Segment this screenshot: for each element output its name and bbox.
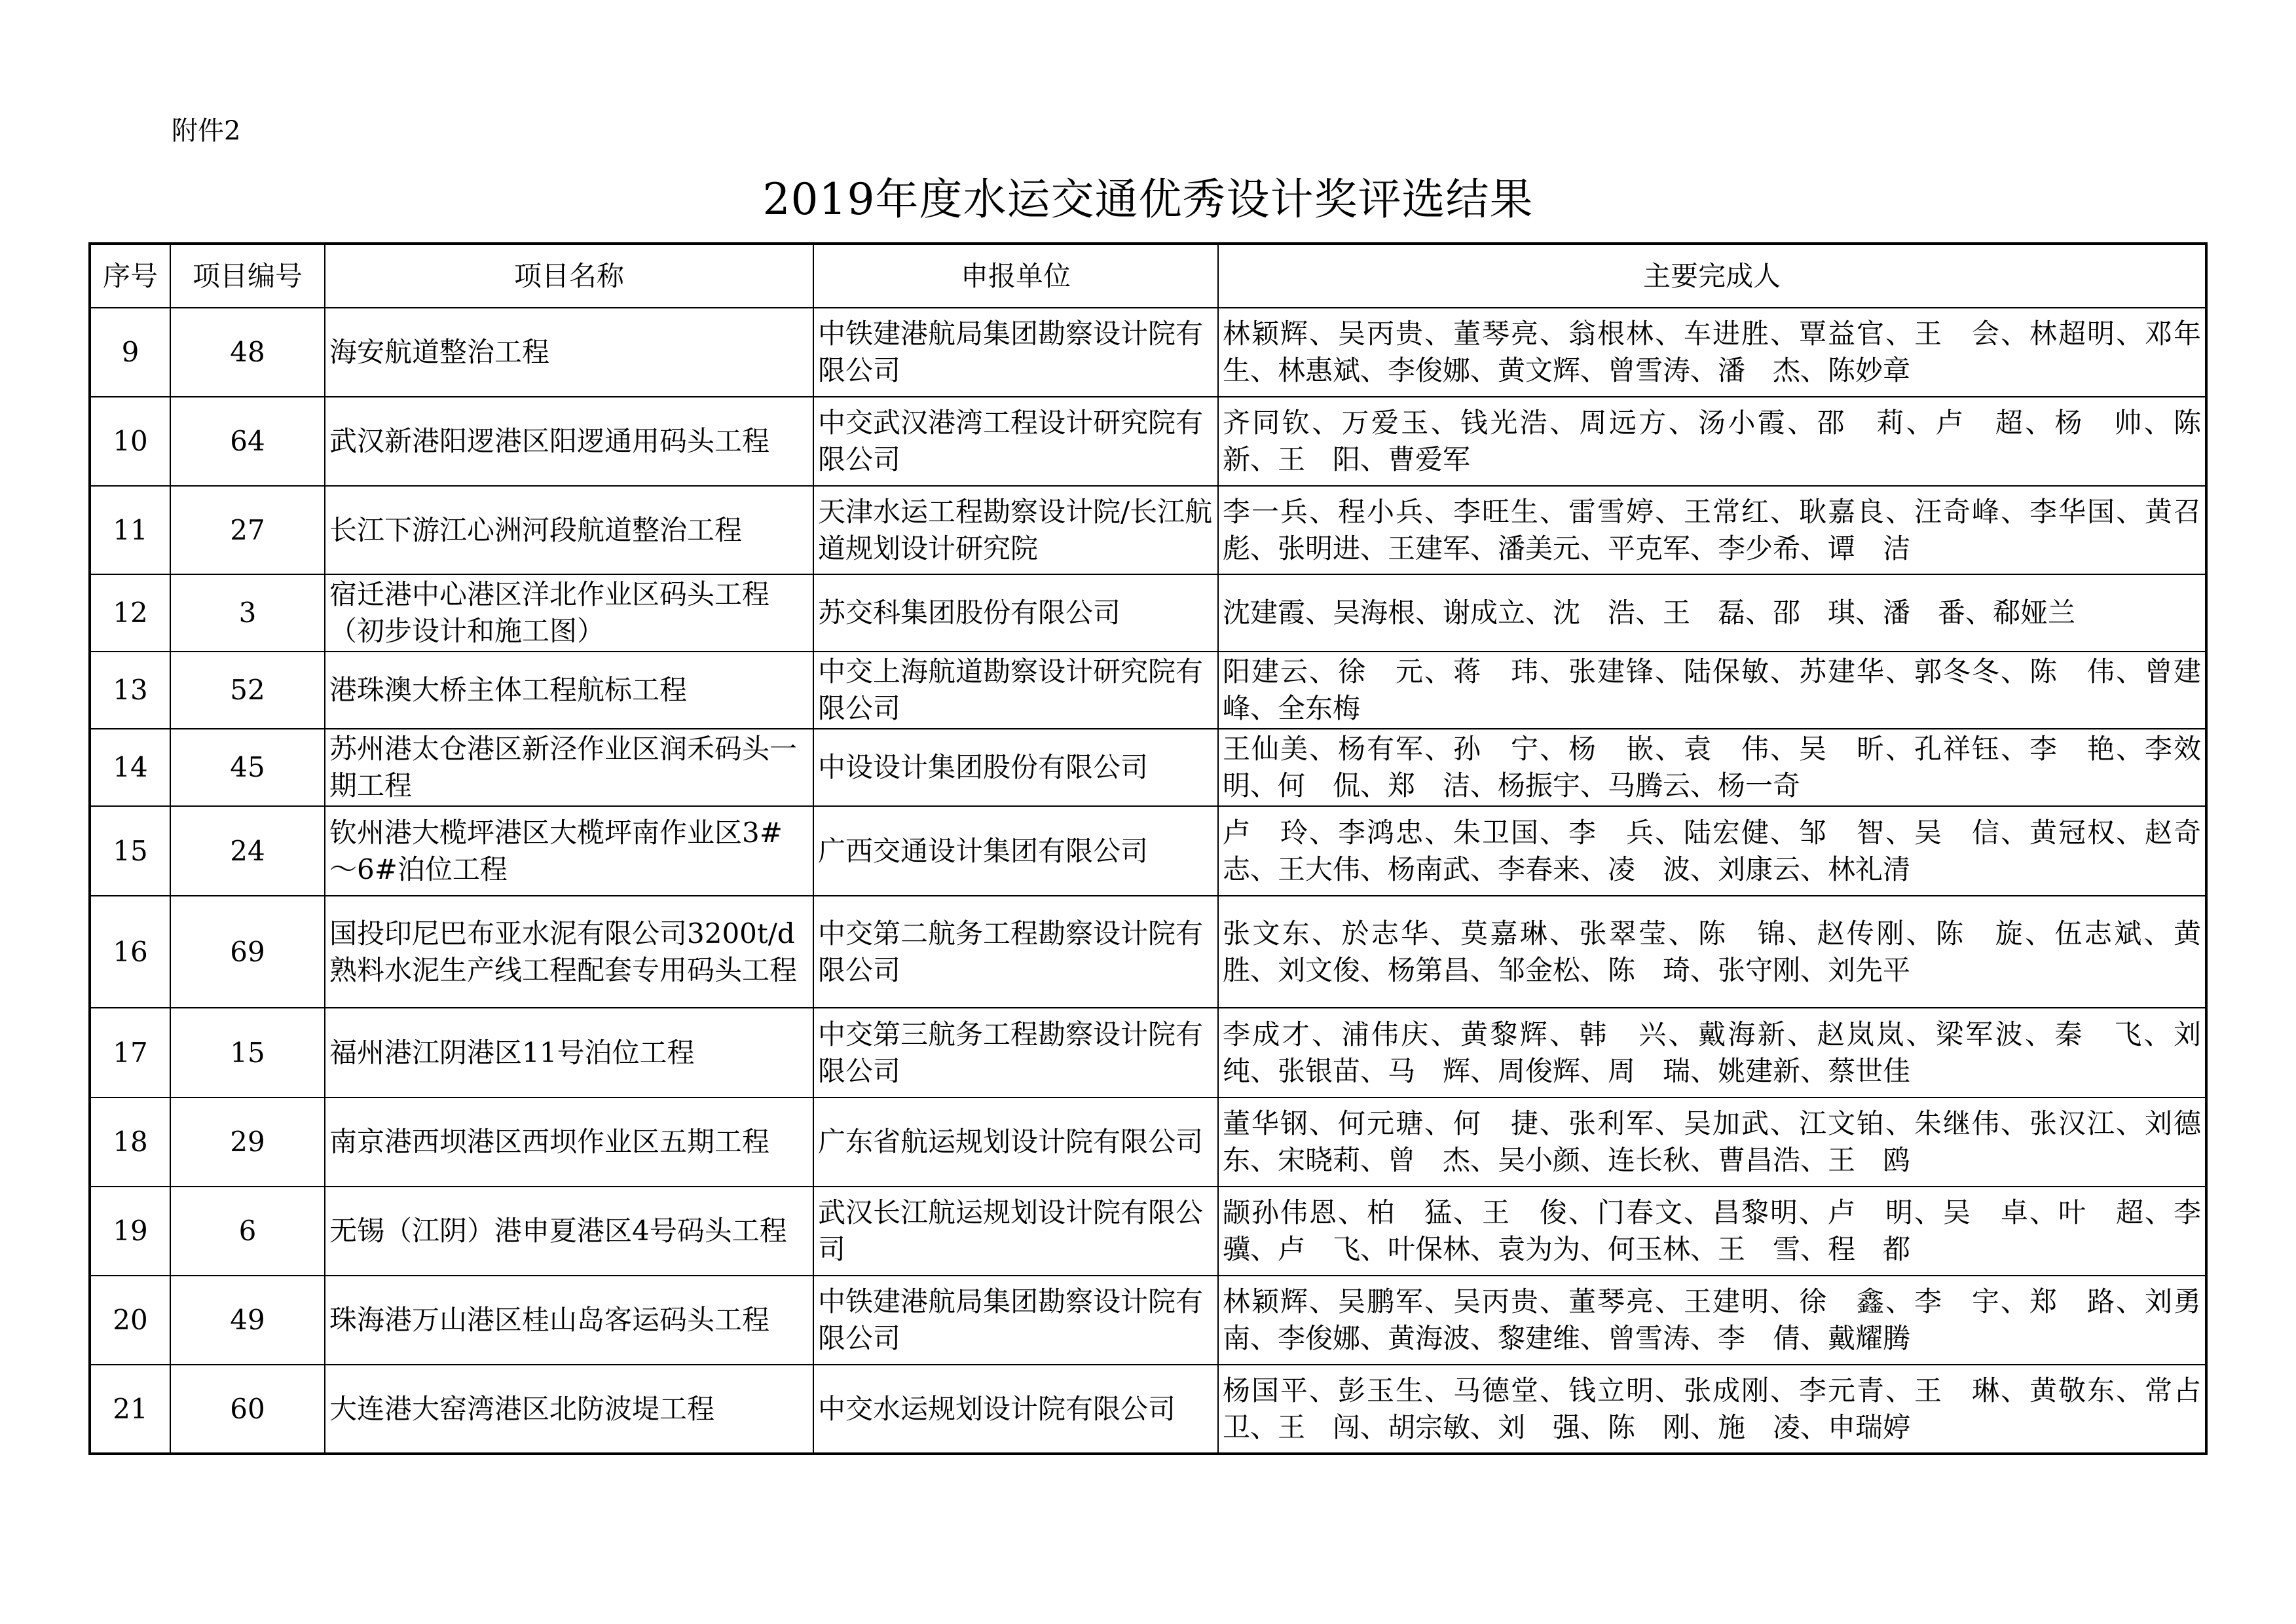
- cell-seq: 16: [90, 896, 170, 1008]
- table-row: [90, 806, 2206, 896]
- cell-seq: 13: [90, 652, 170, 729]
- cell-project-name: 福州港江阴港区11号泊位工程: [325, 1008, 813, 1098]
- cell-project-name: 宿迁港中心港区洋北作业区码头工程（初步设计和施工图）: [325, 574, 813, 652]
- cell-project-code: 6: [170, 1187, 325, 1276]
- table-row: [90, 1008, 2206, 1098]
- cell-seq: 11: [90, 486, 170, 574]
- attachment-label: 附件2: [172, 116, 241, 146]
- cell-project-code: 27: [170, 486, 325, 574]
- cell-applicant-unit: 广东省航运规划设计院有限公司: [813, 1098, 1218, 1187]
- cell-main-contributors: 阳建云、徐 元、蒋 玮、张建锋、陆保敏、苏建华、郭冬冬、陈 伟、曾建峰、全东梅: [1218, 652, 2206, 729]
- table-row: [90, 1276, 2206, 1365]
- cell-seq: 17: [90, 1008, 170, 1098]
- cell-applicant-unit: 武汉长江航运规划设计院有限公司: [813, 1187, 1218, 1276]
- cell-project-name: 海安航道整治工程: [325, 308, 813, 397]
- cell-seq: 10: [90, 397, 170, 486]
- cell-applicant-unit: 苏交科集团股份有限公司: [813, 574, 1218, 652]
- cell-project-name: 钦州港大榄坪港区大榄坪南作业区3#～6#泊位工程: [325, 806, 813, 896]
- cell-seq: 14: [90, 729, 170, 806]
- document-title: 2019年度水运交通优秀设计奖评选结果: [762, 174, 1534, 225]
- cell-project-name: 无锡（江阴）港申夏港区4号码头工程: [325, 1187, 813, 1276]
- cell-applicant-unit: 中交第二航务工程勘察设计院有限公司: [813, 896, 1218, 1008]
- cell-applicant-unit: 中设设计集团股份有限公司: [813, 729, 1218, 806]
- cell-main-contributors: 张文东、於志华、莫嘉琳、张翠莹、陈 锦、赵传刚、陈 旋、伍志斌、黄 胜、刘文俊、杨第昌、邹金松、陈 琦、张守刚、刘先平: [1218, 896, 2206, 1008]
- cell-main-contributors: 林颖辉、吴丙贵、董琴亮、翁根林、车进胜、覃益官、王 会、林超明、邓年生、林惠斌、李俊娜、黄文辉、曾雪涛、潘 杰、陈妙章: [1218, 308, 2206, 397]
- cell-project-code: 29: [170, 1098, 325, 1187]
- cell-applicant-unit: 广西交通设计集团有限公司: [813, 806, 1218, 896]
- cell-applicant-unit: 中铁建港航局集团勘察设计院有限公司: [813, 308, 1218, 397]
- cell-applicant-unit: 中交第三航务工程勘察设计院有限公司: [813, 1008, 1218, 1098]
- cell-project-name: 港珠澳大桥主体工程航标工程: [325, 652, 813, 729]
- cell-main-contributors: 李成才、浦伟庆、黄黎辉、韩 兴、戴海新、赵岚岚、梁军波、秦 飞、刘 纯、张银苗、马 辉、周俊辉、周 瑞、姚建新、蔡世佳: [1218, 1008, 2206, 1098]
- cell-seq: 18: [90, 1098, 170, 1187]
- table-row: [90, 1098, 2206, 1187]
- cell-project-code: 60: [170, 1365, 325, 1454]
- cell-main-contributors: 杨国平、彭玉生、马德堂、钱立明、张成刚、李元青、王 琳、黄敬东、常占卫、王 闯、胡宗敏、刘 强、陈 刚、施 凌、申瑞婷: [1218, 1365, 2206, 1454]
- table-body: [90, 308, 2229, 1454]
- cell-project-name: 南京港西坝港区西坝作业区五期工程: [325, 1098, 813, 1187]
- cell-main-contributors: 沈建霞、吴海根、谢成立、沈 浩、王 磊、邵 琪、潘 番、郗娅兰: [1218, 574, 2206, 652]
- cell-seq: 20: [90, 1276, 170, 1365]
- cell-project-code: 69: [170, 896, 325, 1008]
- cell-main-contributors: 王仙美、杨有军、孙 宁、杨 嵌、袁 伟、吴 昕、孔祥钰、李 艳、李效明、何 侃、郑 洁、杨振宇、马腾云、杨一奇: [1218, 729, 2206, 806]
- cell-project-code: 64: [170, 397, 325, 486]
- header-row: [90, 244, 2206, 308]
- cell-project-code: 48: [170, 308, 325, 397]
- header-seq: 序号: [90, 244, 170, 308]
- cell-main-contributors: 董华钢、何元瑭、何 捷、张利军、吴加武、江文铂、朱继伟、张汉江、刘德东、宋晓莉、曾 杰、吴小颜、连长秋、曹昌浩、王 鸥: [1218, 1098, 2206, 1187]
- header-project-name: 项目名称: [325, 244, 813, 308]
- cell-seq: 9: [90, 308, 170, 397]
- cell-seq: 12: [90, 574, 170, 652]
- table-row: [90, 397, 2206, 486]
- header-project-code: 项目编号: [170, 244, 325, 308]
- cell-project-name: 珠海港万山港区桂山岛客运码头工程: [325, 1276, 813, 1365]
- cell-seq: 19: [90, 1187, 170, 1276]
- results-table: [88, 242, 2229, 1455]
- cell-applicant-unit: 中交水运规划设计院有限公司: [813, 1365, 1218, 1454]
- cell-main-contributors: 齐同钦、万爱玉、钱光浩、周远方、汤小霞、邵 莉、卢 超、杨 帅、陈 新、王 阳、曹爱军: [1218, 397, 2206, 486]
- cell-applicant-unit: 中交上海航道勘察设计研究院有限公司: [813, 652, 1218, 729]
- table-row: [90, 729, 2206, 806]
- cell-project-code: 49: [170, 1276, 325, 1365]
- table-header: [90, 244, 2206, 308]
- cell-project-name: 武汉新港阳逻港区阳逻通用码头工程: [325, 397, 813, 486]
- cell-project-code: 3: [170, 574, 325, 652]
- cell-main-contributors: 林颖辉、吴鹏军、吴丙贵、董琴亮、王建明、徐 鑫、李 宇、郑 路、刘勇南、李俊娜、黄海波、黎建维、曾雪涛、李 倩、戴耀腾: [1218, 1276, 2206, 1365]
- cell-project-code: 15: [170, 1008, 325, 1098]
- table-row: [90, 574, 2206, 652]
- cell-applicant-unit: 中交武汉港湾工程设计研究院有限公司: [813, 397, 1218, 486]
- cell-seq: 21: [90, 1365, 170, 1454]
- cell-applicant-unit: 天津水运工程勘察设计院/长江航道规划设计研究院: [813, 486, 1218, 574]
- cell-seq: 15: [90, 806, 170, 896]
- table-row: [90, 896, 2206, 1008]
- cell-project-name: 长江下游江心洲河段航道整治工程: [325, 486, 813, 574]
- table-row: [90, 1365, 2206, 1454]
- table-row: [90, 308, 2206, 397]
- cell-main-contributors: 李一兵、程小兵、李旺生、雷雪婷、王常红、耿嘉良、汪奇峰、李华国、黄召彪、张明进、王建军、潘美元、平克军、李少希、谭 洁: [1218, 486, 2206, 574]
- cell-main-contributors: 卢 玲、李鸿忠、朱卫国、李 兵、陆宏健、邹 智、吴 信、黄冠权、赵奇志、王大伟、杨南武、李春来、凌 波、刘康云、林礼清: [1218, 806, 2206, 896]
- header-applicant-unit: 申报单位: [813, 244, 1218, 308]
- cell-main-contributors: 颛孙伟恩、柏 猛、王 俊、门春文、昌黎明、卢 明、吴 卓、叶 超、李 骥、卢 飞、叶保林、袁为为、何玉林、王 雪、程 都: [1218, 1187, 2206, 1276]
- table-row: [90, 1187, 2206, 1276]
- cell-project-code: 52: [170, 652, 325, 729]
- cell-project-name: 国投印尼巴布亚水泥有限公司3200t/d熟料水泥生产线工程配套专用码头工程: [325, 896, 813, 1008]
- cell-project-name: 大连港大窑湾港区北防波堤工程: [325, 1365, 813, 1454]
- cell-applicant-unit: 中铁建港航局集团勘察设计院有限公司: [813, 1276, 1218, 1365]
- cell-project-code: 45: [170, 729, 325, 806]
- header-main-contributors: 主要完成人: [1218, 244, 2206, 308]
- table-row: [90, 652, 2206, 729]
- cell-project-code: 24: [170, 806, 325, 896]
- table-row: [90, 486, 2206, 574]
- cell-project-name: 苏州港太仓港区新泾作业区润禾码头一期工程: [325, 729, 813, 806]
